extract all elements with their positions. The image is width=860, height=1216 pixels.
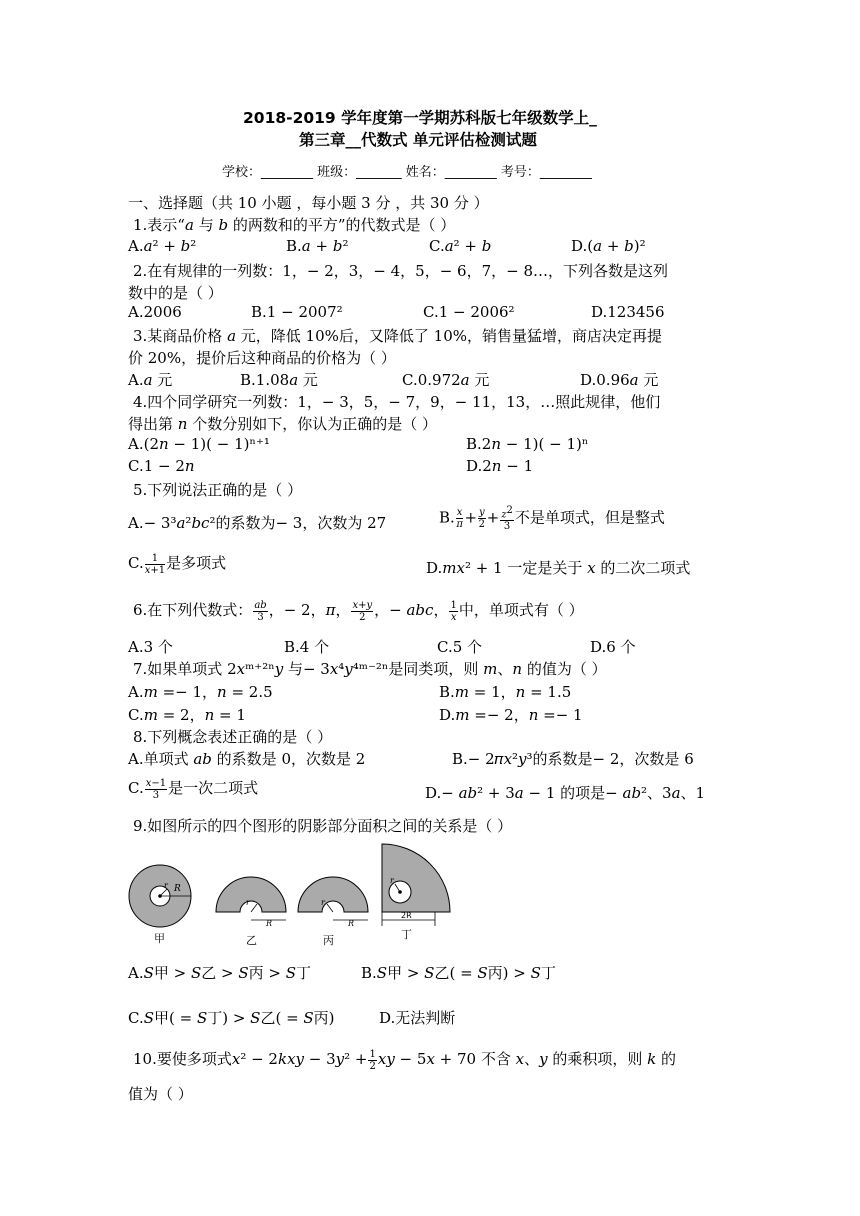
q4-stem-line-2: 得出第 𝑛 个数分别如下，你认为正确的是（ ） bbox=[128, 415, 437, 433]
q6-stem: 6.在下列代数式： $\frac{ab}{3}$ ，− 2，π， $\frac{x+y}{2}$ ，− abc， $\frac{1}{x}$ 中，单项式有（ ） bbox=[133, 599, 584, 623]
q1-stem: 1.表示“𝑎 与 𝑏 的两数和的平方”的代数式是（ ） bbox=[133, 216, 456, 234]
q9-option-d: D.无法判断 bbox=[379, 1009, 456, 1027]
q9-option-b: B.𝑆甲 > 𝑆乙( = 𝑆丙) > 𝑆丁 bbox=[361, 964, 556, 982]
title-line-1: 2018-2019 学年度第一学期苏科版七年级数学上_ bbox=[243, 109, 597, 127]
q4-option-c: C.1 − 2𝑛 bbox=[128, 457, 195, 475]
q1-option-c: C.𝑎² + 𝑏 bbox=[429, 237, 492, 255]
q7-stem: 7.如果单项式 2𝑥ᵐ⁺²ⁿ𝑦 与− 3𝑥⁴𝑦⁴ᵐ⁻²ⁿ是同类项，则 𝑚、𝑛 的值为（ ） bbox=[133, 660, 607, 678]
q9-figure bbox=[120, 840, 460, 950]
q9-option-c: C.𝑆甲( = 𝑆丁) > 𝑆乙( = 𝑆丙) bbox=[128, 1009, 335, 1027]
svg-text:R: R bbox=[174, 884, 181, 894]
figure-jia bbox=[129, 865, 191, 945]
q5-stem: 5.下列说法正确的是（ ） bbox=[133, 481, 303, 499]
figure-ding bbox=[382, 844, 450, 941]
q2-stem-line-1: 2.在有规律的一列数：1，− 2，3，− 4，5，− 6，7，− 8…，下列各数是这列 bbox=[133, 262, 669, 280]
q9-option-a: A.𝑆甲 > 𝑆乙 > 𝑆丙 > 𝑆丁 bbox=[128, 964, 312, 982]
q7-option-d: D.𝑚 =− 2，𝑛 =− 1 bbox=[439, 706, 583, 724]
q4-option-b: B.2𝑛 − 1)( − 1)ⁿ bbox=[466, 435, 589, 453]
figure-yi bbox=[216, 877, 286, 947]
q3-option-d: D.0.96𝑎 元 bbox=[580, 371, 659, 389]
svg-text:r: r bbox=[390, 876, 394, 885]
q10-stem-line-2: 值为（ ） bbox=[128, 1085, 193, 1103]
q4-stem-line-1: 4.四个同学研究一列数：1，− 3，5，− 7，9，− 11，13，…照此规律，他们 bbox=[133, 393, 661, 411]
q2-stem-line-2: 数中的是（ ） bbox=[128, 284, 223, 302]
svg-text:r: r bbox=[321, 898, 325, 907]
q3-stem-line-1: 3.某商品价格 𝑎 元，降低 10%后，又降低了 10%，销售量猛增，商店决定再提 bbox=[133, 327, 663, 345]
q8-option-d: D.− 𝑎𝑏² + 3𝑎 − 1 的项是− 𝑎𝑏²、3𝑎、1 bbox=[425, 784, 706, 802]
q7-option-c: C.𝑚 = 2，𝑛 = 1 bbox=[128, 706, 246, 724]
svg-text:r: r bbox=[164, 881, 168, 890]
q3-option-b: B.1.08𝑎 元 bbox=[240, 371, 318, 389]
q8-option-c: C. $\frac{x-1}{3}$ 是一次二项式 bbox=[128, 777, 259, 801]
q8-stem: 8.下列概念表述正确的是（ ） bbox=[133, 728, 333, 746]
title-line-2: 第三章__代数式 单元评估检测试题 bbox=[299, 131, 537, 149]
q8-option-a: A.单项式 𝑎𝑏 的系数是 0，次数是 2 bbox=[128, 750, 366, 768]
figure-label-ding: 丁 bbox=[401, 928, 412, 941]
q1-option-d: D.(𝑎 + 𝑏)² bbox=[571, 237, 646, 255]
q9-stem: 9.如图所示的四个图形的阴影部分面积之间的关系是（ ） bbox=[133, 817, 513, 835]
figure-label-jia: 甲 bbox=[154, 932, 165, 945]
q7-option-a: A.𝑚 =− 1，𝑛 = 2.5 bbox=[128, 683, 273, 701]
figure-label-bing: 丙 bbox=[323, 934, 334, 947]
q1-option-b: B.𝑎 + 𝑏² bbox=[286, 237, 349, 255]
student-info-line: 学校：________ 班级：_______ 姓名：________ 考号：________ bbox=[222, 165, 592, 180]
q5-option-b: B. $\frac{x}{\pi}$ + $\frac{y}{2}$ + $\frac{z^2}{3}$ 不是单项式，但是整式 bbox=[439, 505, 665, 533]
figure-bing bbox=[298, 877, 368, 947]
q6-option-a: A.3 个 bbox=[128, 638, 173, 656]
q6-option-d: D.6 个 bbox=[590, 638, 636, 656]
q6-option-c: C.5 个 bbox=[437, 638, 483, 656]
q3-option-a: A.𝑎 元 bbox=[128, 371, 173, 389]
section-heading: 一、选择题（共 10 小题 ，每小题 3 分 ，共 30 分 ） bbox=[128, 194, 489, 212]
svg-text:R: R bbox=[348, 919, 355, 928]
svg-text:2R: 2R bbox=[401, 911, 412, 920]
q1-option-a: A.𝑎² + 𝑏² bbox=[128, 237, 197, 255]
q2-option-b: B.1 − 2007² bbox=[251, 303, 343, 321]
q5-option-d: D.𝑚𝑥² + 1 一定是关于 𝑥 的二次二项式 bbox=[426, 559, 691, 577]
q3-stem-line-2: 价 20%，提价后这种商品的价格为（ ） bbox=[128, 349, 396, 367]
figure-label-yi: 乙 bbox=[246, 934, 257, 947]
q2-option-c: C.1 − 2006² bbox=[423, 303, 515, 321]
q2-option-a: A.2006 bbox=[128, 303, 182, 321]
q10-stem-line-1: 10.要使多项式𝑥² − 2𝑘𝑥𝑦 − 3𝑦² + $\frac{1}{2}$ 𝑥𝑦 − 5𝑥 + 70 不含 𝑥、𝑦 的乘积项，则 𝑘 的 bbox=[133, 1048, 676, 1072]
q7-option-b: B.𝑚 = 1，𝑛 = 1.5 bbox=[439, 683, 572, 701]
q2-option-d: D.123456 bbox=[591, 303, 665, 321]
svg-text:r: r bbox=[246, 898, 250, 907]
q4-option-d: D.2𝑛 − 1 bbox=[466, 457, 534, 475]
q6-option-b: B.4 个 bbox=[284, 638, 330, 656]
q3-option-c: C.0.972𝑎 元 bbox=[402, 371, 490, 389]
q4-option-a: A.(2𝑛 − 1)( − 1)ⁿ⁺¹ bbox=[128, 435, 270, 453]
q8-option-b: B.− 2𝜋𝑥²𝑦³的系数是− 2，次数是 6 bbox=[452, 750, 694, 768]
svg-text:R: R bbox=[266, 919, 273, 928]
q5-option-a: A.− 3³𝑎²𝑏𝑐²的系数为− 3，次数为 27 bbox=[128, 514, 387, 532]
q5-option-c: C. $\frac{1}{x+1}$ 是多项式 bbox=[128, 552, 227, 576]
